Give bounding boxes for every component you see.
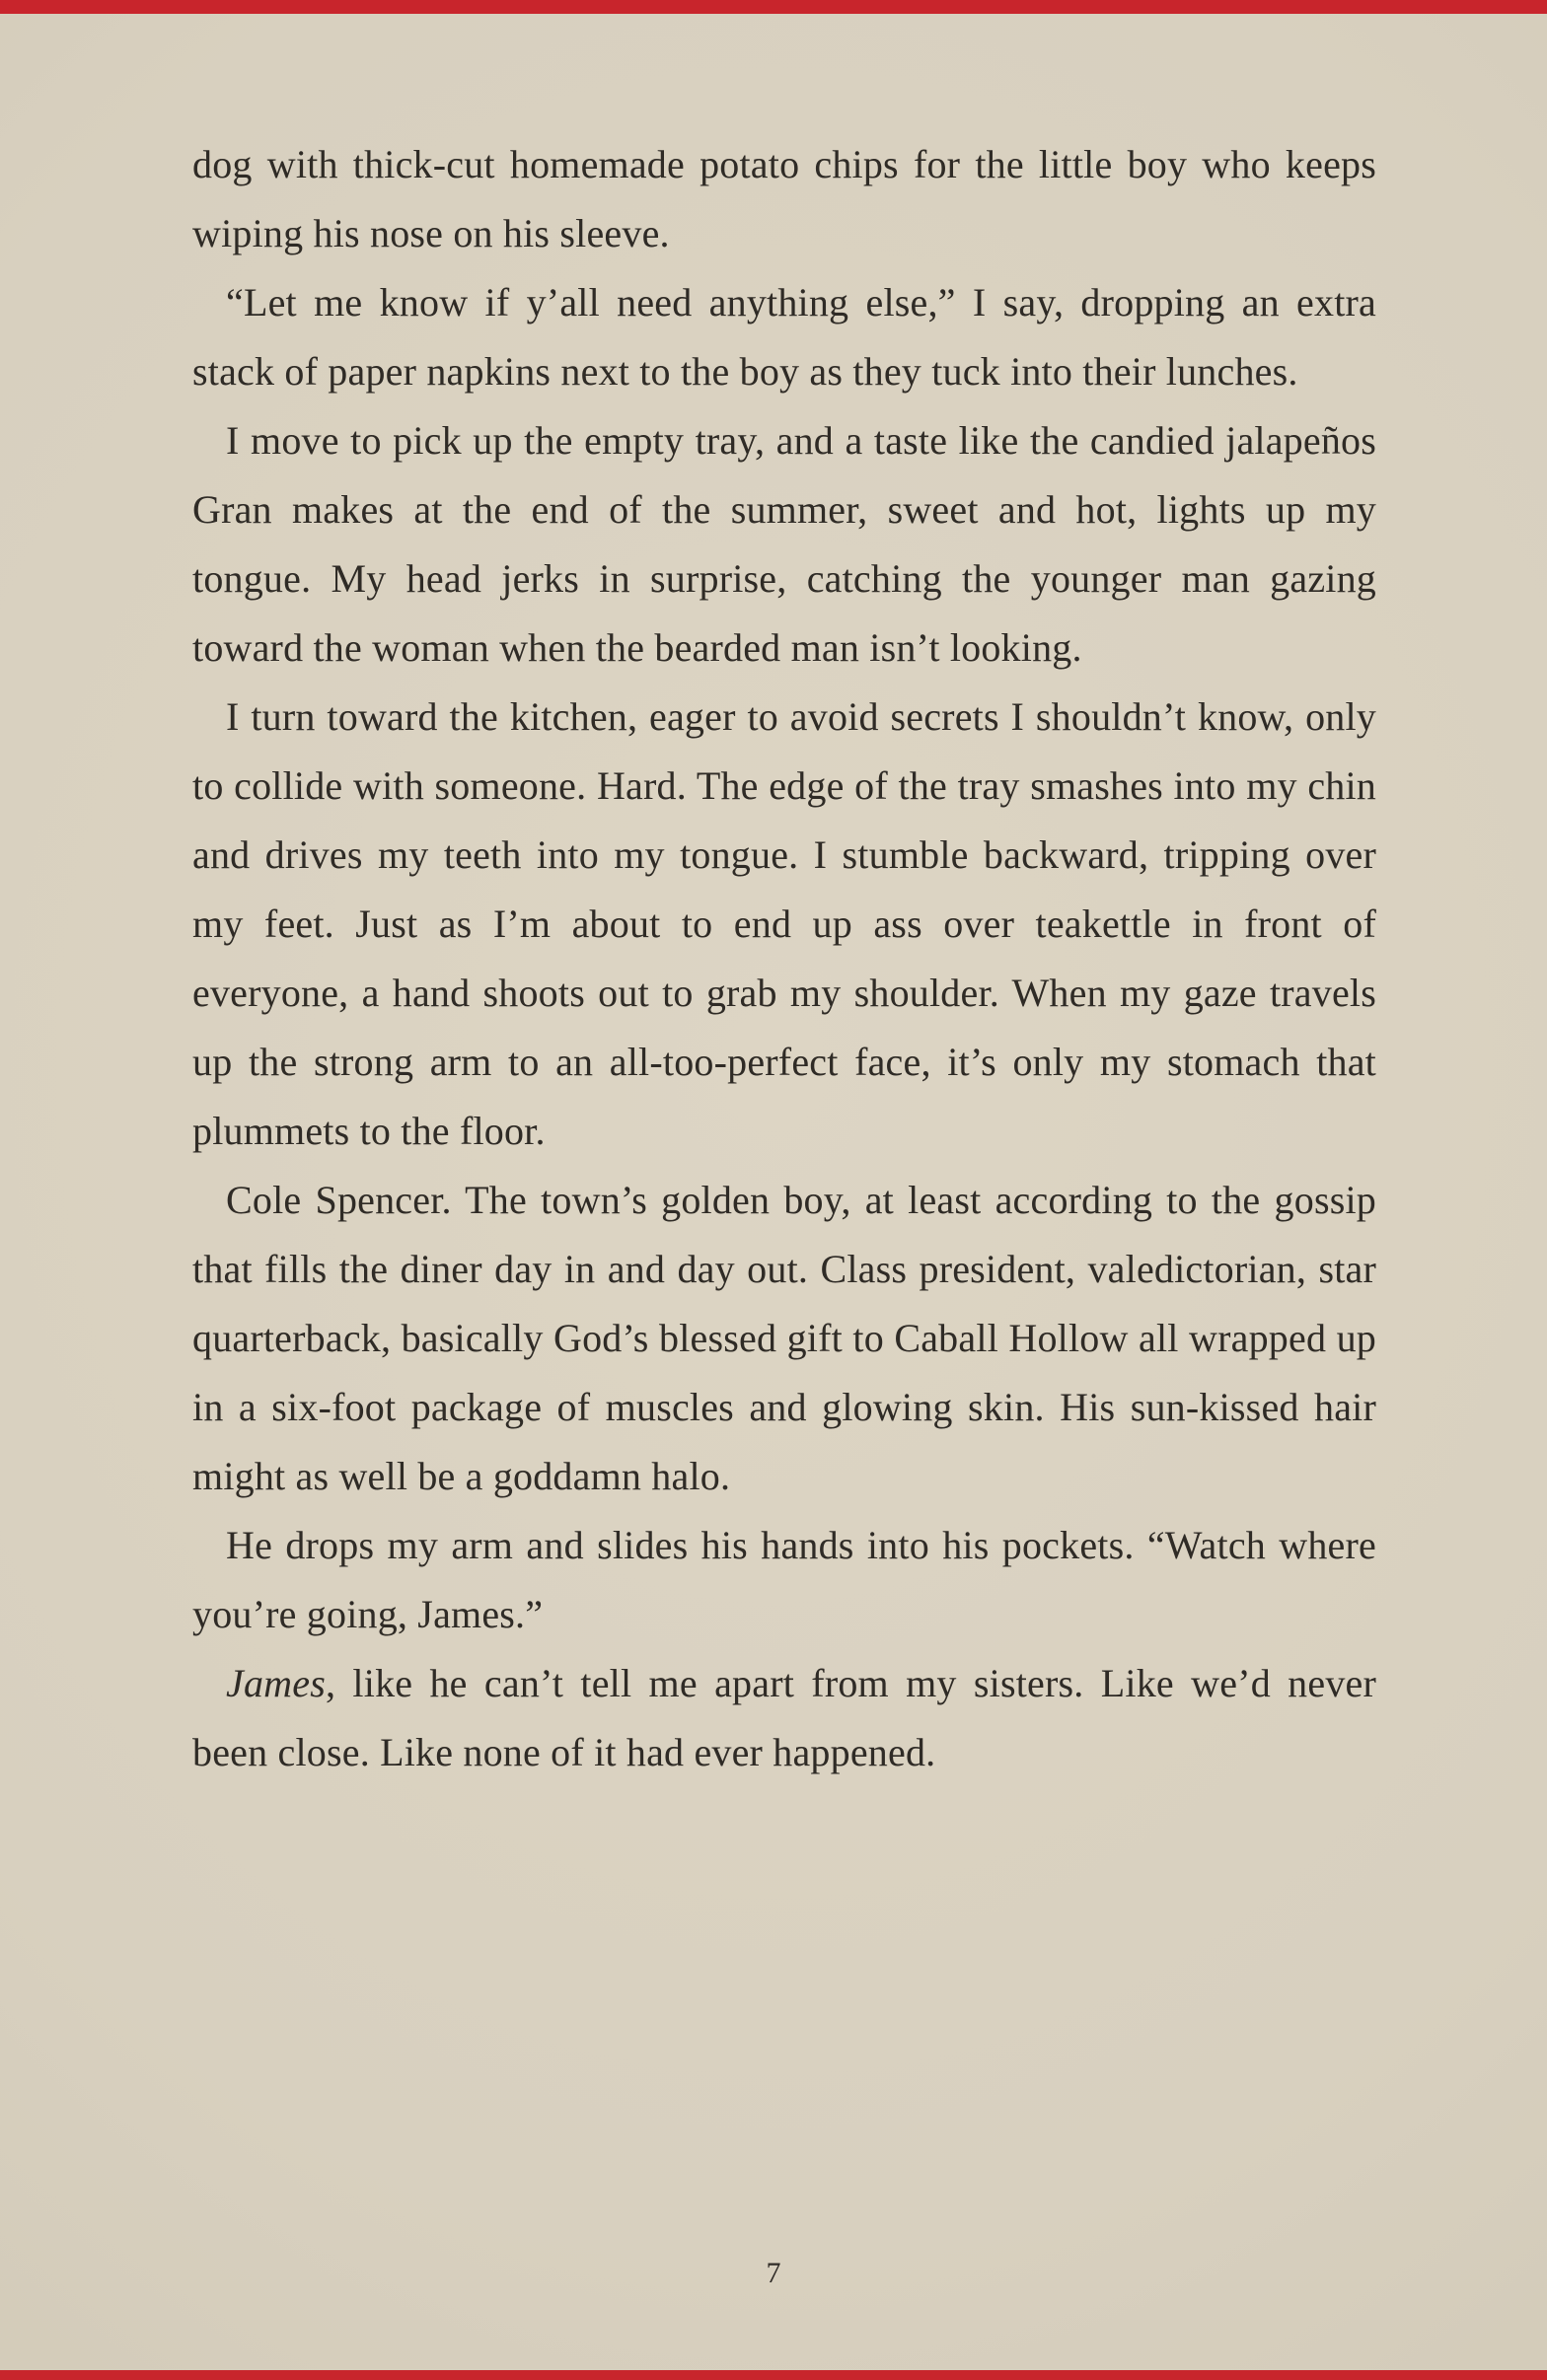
top-edge-strip bbox=[0, 0, 1547, 14]
page-number: 7 bbox=[766, 2257, 781, 2289]
paragraph: Cole Spencer. The town’s golden boy, at least according to the gossip that fills the diner day in and day out. Class president, valedictorian, star quarterback, basically God’s blessed gift to Caball Hollow all wrapped up in a six-foot package of muscles and glowing skin. His sun-kissed hair might as well be a goddamn halo. bbox=[192, 1178, 1376, 1498]
paragraph: I move to pick up the empty tray, and a taste like the candied jalapeños Gran makes at the end of the summer, sweet and hot, lights up my tongue. My head jerks in surprise, catching the younger man gazing toward the woman when the bearded man isn’t looking. bbox=[192, 418, 1376, 670]
page-text bbox=[192, 130, 1376, 1787]
italic-lead: James bbox=[226, 1661, 326, 1705]
paragraph: James, like he can’t tell me apart from my sisters. Like we’d never been close. Like none of it had ever happened. bbox=[192, 1661, 1376, 1774]
paragraph: “Let me know if y’all need anything else,” I say, dropping an extra stack of paper napkins next to the boy as they tuck into their lunches. bbox=[192, 280, 1376, 394]
paragraph: I turn toward the kitchen, eager to avoid secrets I shouldn’t know, only to collide with someone. Hard. The edge of the tray smashes into my chin and drives my teeth into my tongue. I stumble backward, tripping over my feet. Just as I’m about to end up ass over teakettle in front of everyone, a hand shoots out to grab my shoulder. When my gaze travels up the strong arm to an all-too-perfect face, it’s only my stomach that plummets to the floor. bbox=[192, 694, 1376, 1153]
paragraph: He drops my arm and slides his hands into his pockets. “Watch where you’re going, James.” bbox=[192, 1523, 1376, 1636]
paragraph: dog with thick-cut homemade potato chips for the little boy who keeps wiping his nose on his sleeve. bbox=[192, 142, 1376, 255]
bottom-edge-strip bbox=[0, 2370, 1547, 2380]
